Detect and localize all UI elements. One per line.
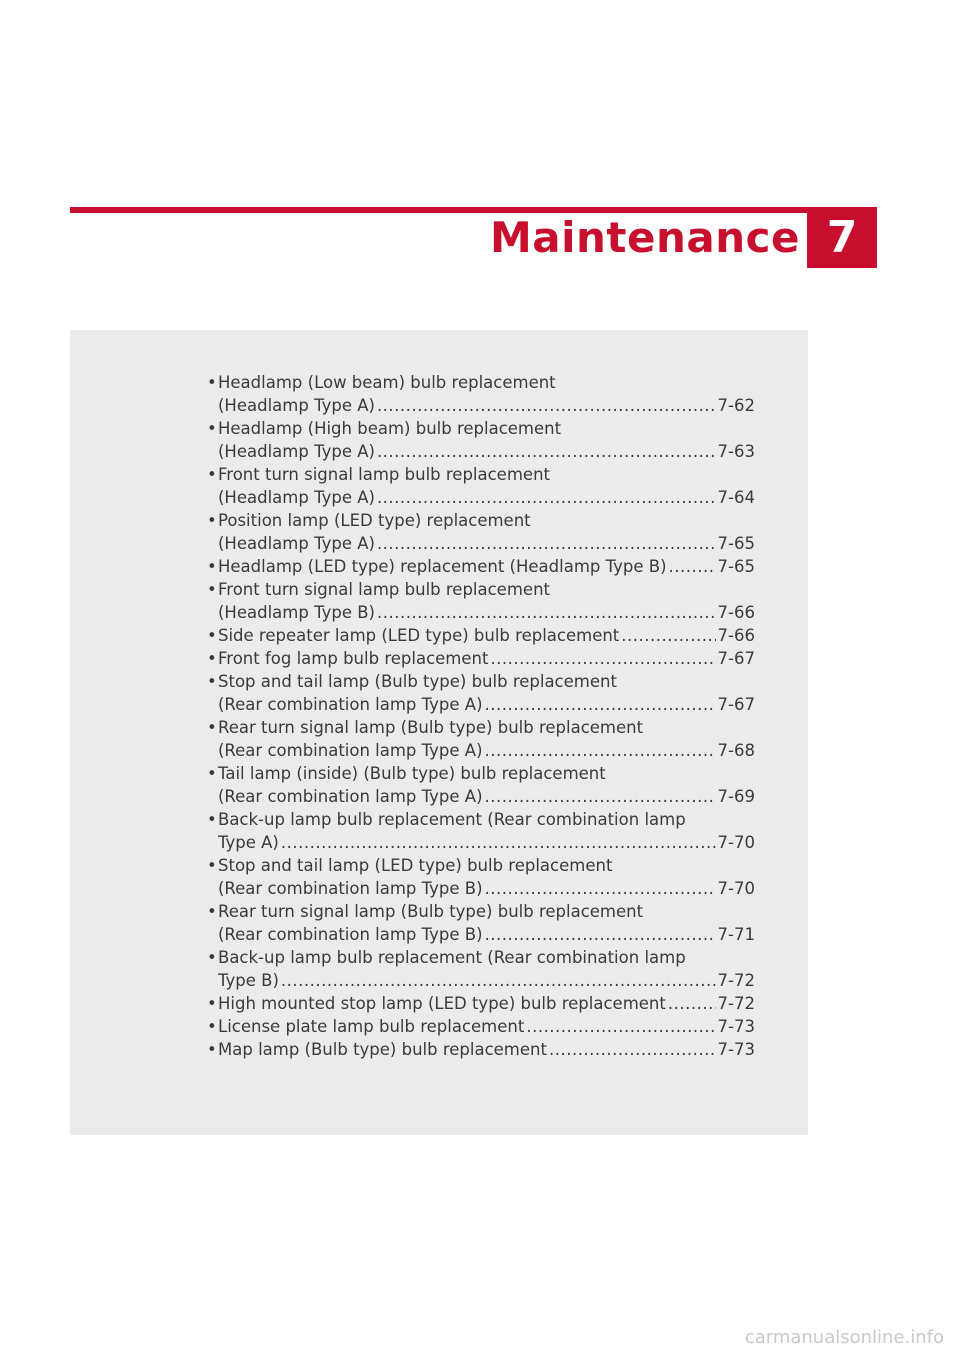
dot-leader <box>526 1015 715 1038</box>
toc-entry-last-line <box>218 1015 755 1038</box>
toc-entry-line <box>218 509 755 532</box>
toc-entry-text: • High mounted stop lamp (LED type) bulb replacement <box>218 994 666 1013</box>
dot-leader <box>281 969 716 992</box>
toc-page-number: 7-63 <box>717 442 755 461</box>
dot-leader <box>377 532 716 555</box>
toc-page-number: 7-67 <box>717 695 755 714</box>
toc-entry-line <box>218 946 755 969</box>
toc-entry[interactable] <box>207 992 755 1015</box>
toc-entry-last-line <box>218 831 755 854</box>
chapter-number-badge: 7 <box>807 207 877 268</box>
dot-leader <box>485 739 716 762</box>
toc-page-number: 7-69 <box>717 787 755 806</box>
toc-entry[interactable] <box>207 463 755 509</box>
toc-page-number: 7-65 <box>717 557 755 576</box>
toc-entry-text: • Front turn signal lamp bulb replacement <box>218 580 550 599</box>
dot-leader <box>377 601 716 624</box>
toc-entry[interactable] <box>207 762 755 808</box>
toc-entry-line <box>218 762 755 785</box>
dot-leader <box>490 647 715 670</box>
dot-leader <box>377 440 716 463</box>
dot-leader <box>377 486 716 509</box>
toc-entry[interactable] <box>207 509 755 555</box>
toc-entry-text: • Back-up lamp bulb replacement (Rear combination lamp <box>218 810 686 829</box>
toc-entry[interactable] <box>207 670 755 716</box>
toc-entry[interactable] <box>207 1015 755 1038</box>
dot-leader <box>485 693 716 716</box>
toc-entry-last-line <box>218 739 755 762</box>
toc-entry-last-line <box>218 440 755 463</box>
toc-entry-text: (Rear combination lamp Type B) <box>218 925 483 944</box>
toc-entry-text: • Headlamp (LED type) replacement (Headlamp Type B) <box>218 557 667 576</box>
toc-entry-last-line <box>218 486 755 509</box>
dot-leader <box>485 877 716 900</box>
toc-entry-text: Type B) <box>218 971 279 990</box>
toc-entry-text: • Back-up lamp bulb replacement (Rear combination lamp <box>218 948 686 967</box>
toc-entry-text: • Side repeater lamp (LED type) bulb replacement <box>218 626 620 645</box>
toc-page-number: 7-71 <box>717 925 755 944</box>
toc-entry-text: • Tail lamp (inside) (Bulb type) bulb replacement <box>218 764 606 783</box>
toc-page-number: 7-66 <box>717 626 755 645</box>
toc-entry-last-line <box>218 969 755 992</box>
toc-entry-text: (Headlamp Type A) <box>218 396 375 415</box>
toc-entry-line <box>218 716 755 739</box>
toc-entry-text: • Headlamp (Low beam) bulb replacement <box>218 373 556 392</box>
toc-entry-text: (Headlamp Type A) <box>218 488 375 507</box>
toc-entry-last-line <box>218 1038 755 1061</box>
toc-entry-last-line <box>218 693 755 716</box>
toc-entry-text: (Rear combination lamp Type A) <box>218 787 483 806</box>
toc-entry-text: • Rear turn signal lamp (Bulb type) bulb replacement <box>218 718 644 737</box>
toc-page-number: 7-70 <box>717 879 755 898</box>
dot-leader <box>669 555 716 578</box>
toc-entry[interactable] <box>207 624 755 647</box>
table-of-contents <box>207 371 755 1061</box>
dot-leader <box>621 624 715 647</box>
toc-page-number: 7-65 <box>717 534 755 553</box>
toc-entry-last-line <box>218 647 755 670</box>
toc-entry-last-line <box>218 624 755 647</box>
toc-page-number: 7-70 <box>717 833 755 852</box>
toc-entry-line <box>218 854 755 877</box>
toc-entry-text: • Map lamp (Bulb type) bulb replacement <box>218 1040 547 1059</box>
toc-entry-text: • License plate lamp bulb replacement <box>218 1017 525 1036</box>
toc-entry-text: • Stop and tail lamp (LED type) bulb replacement <box>218 856 613 875</box>
toc-entry-line <box>218 808 755 831</box>
toc-entry-last-line <box>218 601 755 624</box>
toc-entry-last-line <box>218 785 755 808</box>
toc-entry-line <box>218 463 755 486</box>
toc-entry-line <box>218 900 755 923</box>
toc-entry[interactable] <box>207 647 755 670</box>
toc-entry-text: • Front fog lamp bulb replacement <box>218 649 489 668</box>
toc-entry-text: (Rear combination lamp Type A) <box>218 741 483 760</box>
toc-entry-line <box>218 578 755 601</box>
dot-leader <box>377 394 716 417</box>
toc-entry-line <box>218 371 755 394</box>
toc-page-number: 7-73 <box>717 1040 755 1059</box>
toc-entry[interactable] <box>207 946 755 992</box>
toc-entry-text: • Front turn signal lamp bulb replacement <box>218 465 550 484</box>
toc-entry-text: (Headlamp Type B) <box>218 603 375 622</box>
toc-entry-text: • Rear turn signal lamp (Bulb type) bulb replacement <box>218 902 644 921</box>
toc-entry-last-line <box>218 923 755 946</box>
toc-entry-text: • Position lamp (LED type) replacement <box>218 511 531 530</box>
toc-entry[interactable] <box>207 808 755 854</box>
toc-page-number: 7-72 <box>717 994 755 1013</box>
toc-page-number: 7-72 <box>717 971 755 990</box>
toc-entry-text: (Headlamp Type A) <box>218 442 375 461</box>
dot-leader <box>281 831 716 854</box>
toc-entry-text: • Stop and tail lamp (Bulb type) bulb replacement <box>218 672 617 691</box>
toc-entry-text: Type A) <box>218 833 279 852</box>
dot-leader <box>485 923 716 946</box>
toc-entry-last-line <box>218 555 755 578</box>
toc-page-number: 7-64 <box>717 488 755 507</box>
dot-leader <box>668 992 716 1015</box>
toc-entry[interactable] <box>207 1038 755 1061</box>
watermark: carmanualsonline.info <box>744 1327 944 1348</box>
toc-entry-last-line <box>218 532 755 555</box>
toc-entry-line <box>218 417 755 440</box>
toc-page-number: 7-66 <box>717 603 755 622</box>
toc-entry-text: (Headlamp Type A) <box>218 534 375 553</box>
toc-entry-text: • Headlamp (High beam) bulb replacement <box>218 419 562 438</box>
chapter-title: Maintenance <box>489 213 800 262</box>
toc-entry-last-line <box>218 877 755 900</box>
toc-page-number: 7-62 <box>717 396 755 415</box>
toc-page-number: 7-73 <box>717 1017 755 1036</box>
toc-entry[interactable] <box>207 371 755 417</box>
toc-entry[interactable] <box>207 555 755 578</box>
dot-leader <box>549 1038 716 1061</box>
toc-entry-last-line <box>218 992 755 1015</box>
toc-entry[interactable] <box>207 578 755 624</box>
toc-entry-text: (Rear combination lamp Type A) <box>218 695 483 714</box>
dot-leader <box>485 785 716 808</box>
toc-entry[interactable] <box>207 417 755 463</box>
toc-entry-line <box>218 670 755 693</box>
toc-entry[interactable] <box>207 854 755 900</box>
toc-page-number: 7-68 <box>717 741 755 760</box>
toc-page-number: 7-67 <box>717 649 755 668</box>
toc-entry[interactable] <box>207 900 755 946</box>
toc-entry-last-line <box>218 394 755 417</box>
toc-entry[interactable] <box>207 716 755 762</box>
toc-entry-text: (Rear combination lamp Type B) <box>218 879 483 898</box>
